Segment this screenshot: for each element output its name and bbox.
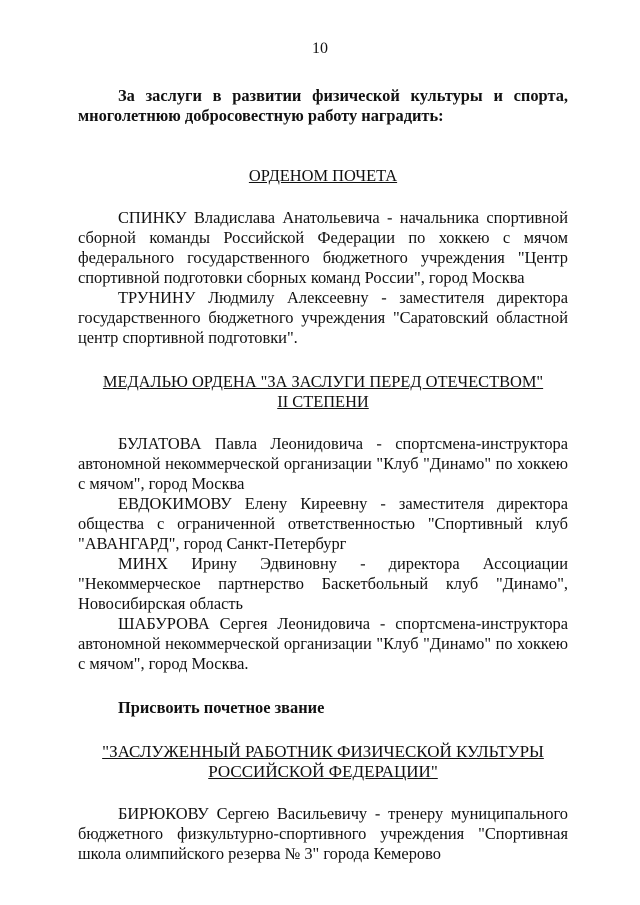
entry-text: Сергею Васильевичу - тренеру муниципального бюджетного физкультурно-спортивного учреждения "Спортивная школа олимпийского резерва № 3" города Кемерово	[78, 804, 568, 863]
entry-text: Елену Киреевну - заместителя директора общества с ограниченной ответственностью "Спортивный клуб "АВАНГАРД", город Санкт-Петербург	[78, 494, 568, 553]
award-section-order-of-honor	[78, 166, 568, 348]
award-entry	[78, 208, 568, 288]
honorary-title-section	[78, 742, 568, 864]
entry-surname: ШАБУРОВА	[118, 614, 210, 633]
entry-text: Сергея Леонидовича - спортсмена-инструктора автономной некоммерческой организации "Клуб "Динамо" по хоккею с мячом", город Москва.	[78, 614, 568, 673]
honorary-title-line: "ЗАСЛУЖЕННЫЙ РАБОТНИК ФИЗИЧЕСКОЙ КУЛЬТУРЫ	[102, 742, 544, 761]
entry-text: Павла Леонидовича - спортсмена-инструктора автономной некоммерческой организации "Клуб "Динамо" по хоккею с мячом", город Москва	[78, 434, 568, 493]
award-title	[78, 372, 568, 412]
award-entry	[78, 614, 568, 674]
entry-text: Владислава Анатольевича - начальника спортивной сборной команды Российской Федерации по хоккею с мячом федерального государственного бюджетного учреждения "Центр спортивной подготовки сборных команд России", город Москва	[78, 208, 568, 287]
entry-surname: БИРЮКОВУ	[118, 804, 209, 823]
award-title	[78, 166, 568, 186]
document-body	[78, 86, 568, 888]
entry-surname: ЕВДОКИМОВУ	[118, 494, 232, 513]
entry-surname: БУЛАТОВА	[118, 434, 202, 453]
award-entry	[78, 494, 568, 554]
assign-title-heading: Присвоить почетное звание	[118, 698, 325, 717]
entry-surname: МИНХ	[118, 554, 169, 573]
award-entry	[78, 554, 568, 614]
award-entry	[78, 434, 568, 494]
honorary-title	[78, 742, 568, 782]
award-entry	[78, 288, 568, 348]
entry-surname: СПИНКУ	[118, 208, 187, 227]
honorary-title-line: РОССИЙСКОЙ ФЕДЕРАЦИИ"	[208, 762, 438, 781]
award-title-line: МЕДАЛЬЮ ОРДЕНА "ЗА ЗАСЛУГИ ПЕРЕД ОТЕЧЕСТВОМ"	[102, 372, 544, 391]
award-title-line: ОРДЕНОМ ПОЧЕТА	[248, 166, 398, 185]
intro-paragraph: За заслуги в развитии физической культуры и спорта, многолетнюю добросовестную работу наградить:	[78, 86, 568, 125]
entry-surname: ТРУНИНУ	[118, 288, 196, 307]
award-section-medal	[78, 372, 568, 674]
award-title-line: II СТЕПЕНИ	[277, 392, 369, 411]
entry-text: Ирину Эдвиновну - директора Ассоциации "Некоммерческое партнерство Баскетбольный клуб "Динамо", Новосибирская область	[78, 554, 568, 613]
page-number: 10	[312, 40, 328, 57]
entry-text: Людмилу Алексеевну - заместителя директора государственного бюджетного учреждения "Саратовский областной центр спортивной подготовки".	[78, 288, 568, 347]
award-entry	[78, 804, 568, 864]
